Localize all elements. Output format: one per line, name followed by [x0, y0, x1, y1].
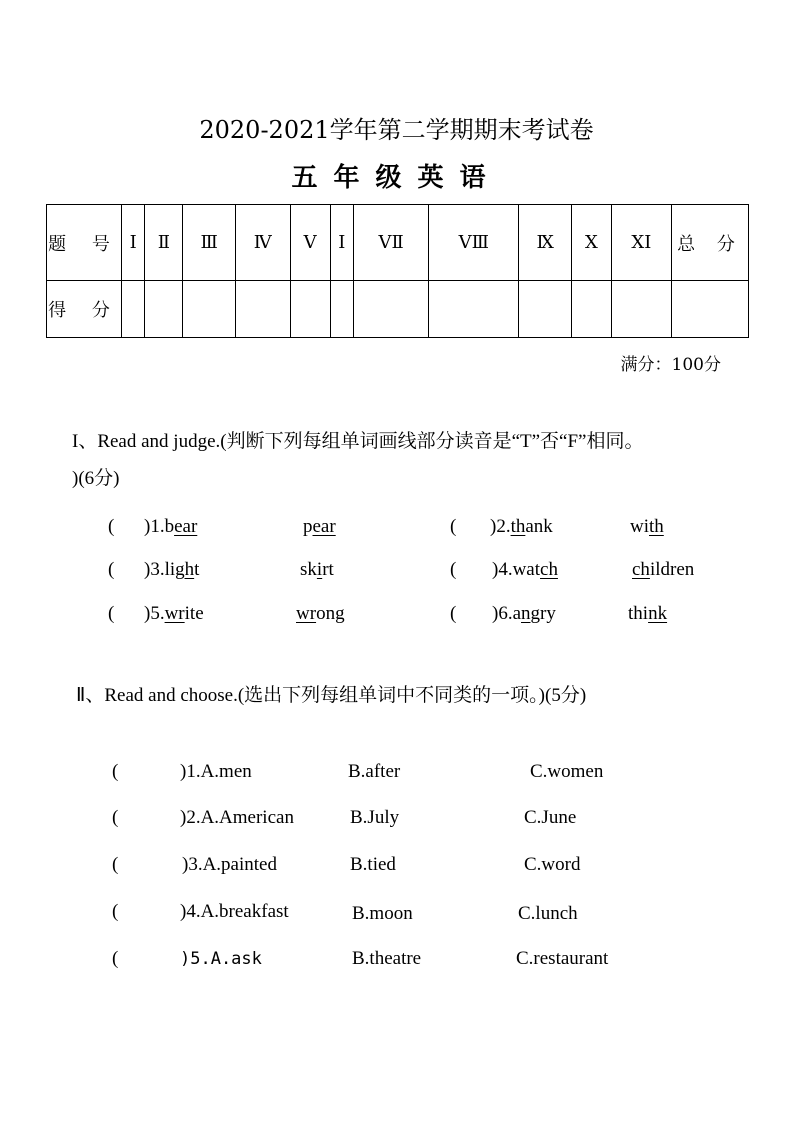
word-part: wat — [512, 559, 541, 580]
word-part: ite — [184, 603, 204, 624]
word-part: rt — [322, 559, 334, 580]
answer-paren: ( — [112, 901, 119, 922]
underlined-part: wr — [296, 603, 317, 624]
score-label: 得 分 — [47, 281, 122, 338]
judge-item-2 — [490, 516, 553, 538]
column-label: Ⅴ — [290, 205, 330, 281]
choice-a: )5.A.ask — [180, 949, 262, 969]
score-cell — [611, 281, 671, 338]
choice-b: B.moon — [352, 903, 413, 924]
underlined-part: ng — [521, 603, 541, 624]
score-table-header-row — [47, 205, 749, 281]
word-part: sk — [300, 559, 317, 580]
exam-subtitle: 五年级英语 — [291, 163, 502, 193]
word-part: thi — [628, 603, 649, 624]
choice-c: C.June — [524, 807, 577, 828]
score-cell — [122, 281, 145, 338]
choice-a: )4.A.breakfast — [180, 901, 289, 922]
score-cell — [290, 281, 330, 338]
answer-paren: ( — [450, 559, 457, 580]
answer-paren: ( — [450, 603, 457, 624]
question-number-label: 题 号 — [47, 205, 122, 281]
word-part: ry — [540, 603, 556, 624]
full-score: 满分：100分 — [620, 355, 721, 375]
score-cell — [519, 281, 572, 338]
underlined-part: i — [316, 559, 323, 580]
score-cell — [183, 281, 236, 338]
section1-heading: I、Read and judge.(判断下列每组单词画线部分读音是“T”否“F”相同。 — [72, 431, 644, 452]
score-cell — [145, 281, 183, 338]
score-table-score-row — [47, 281, 749, 338]
word-part: ank — [525, 516, 553, 537]
word-part: wi — [630, 516, 649, 537]
underlined-part: th — [510, 516, 526, 537]
answer-paren: ( — [108, 603, 115, 624]
compare-word — [632, 559, 694, 581]
score-cell — [572, 281, 612, 338]
underlined-part: ch — [540, 559, 558, 580]
column-label: Ⅲ — [183, 205, 236, 281]
score-cell — [330, 281, 353, 338]
score-cell — [354, 281, 429, 338]
exam-title: 2020-2021学年第二学期期末考试卷 — [199, 116, 594, 144]
column-label: XI — [611, 205, 671, 281]
word-part: p — [303, 516, 313, 537]
judge-item-5 — [144, 603, 204, 625]
compare-word — [296, 603, 345, 625]
score-cell — [672, 281, 749, 338]
column-label: ⅤⅢ — [429, 205, 519, 281]
answer-paren: ( — [112, 807, 119, 828]
answer-paren: ( — [108, 516, 115, 537]
score-cell — [429, 281, 519, 338]
item-number: )2. — [490, 516, 511, 537]
item-number: )4. — [492, 559, 513, 580]
compare-word — [630, 516, 664, 538]
column-label: Ⅱ — [145, 205, 183, 281]
choice-b: B.tied — [350, 854, 396, 875]
score-cell — [236, 281, 291, 338]
choice-b: B.theatre — [352, 948, 422, 969]
word-part: a — [512, 603, 522, 624]
word-part: ong — [316, 603, 345, 624]
underlined-part: th — [649, 516, 664, 537]
judge-item-3 — [144, 559, 199, 581]
choice-b: B.July — [350, 807, 400, 828]
total-label: 总 分 — [672, 205, 749, 281]
column-label: Ⅹ — [572, 205, 612, 281]
choice-c: C.restaurant — [516, 948, 609, 969]
choice-a: )1.A.men — [180, 761, 252, 782]
section1-heading-cont: )(6分) — [72, 468, 120, 489]
judge-item-4 — [492, 559, 558, 581]
answer-paren: ( — [450, 516, 457, 537]
judge-item-6 — [492, 603, 556, 625]
choice-c: C.women — [530, 761, 604, 782]
choice-a: )2.A.American — [180, 807, 294, 828]
word-part: li — [164, 559, 176, 580]
column-label: I — [122, 205, 145, 281]
underlined-part: ear — [312, 516, 336, 537]
compare-word — [300, 559, 334, 581]
choice-c: C.lunch — [518, 903, 578, 924]
compare-word — [628, 603, 667, 625]
section2-heading: Ⅱ、Read and choose.(选出下列每组单词中不同类的一项。)(5分) — [76, 685, 587, 706]
underlined-part: nk — [648, 603, 668, 624]
answer-paren: ( — [112, 761, 119, 782]
answer-paren: ( — [112, 854, 119, 875]
underlined-part: ear — [174, 516, 198, 537]
choice-c: C.word — [524, 854, 581, 875]
underlined-part: ch — [632, 559, 650, 580]
item-number: )6. — [492, 603, 513, 624]
word-part: t — [194, 559, 200, 580]
item-number: )5. — [144, 603, 165, 624]
column-label: I — [330, 205, 353, 281]
judge-item-1 — [144, 516, 197, 538]
underlined-part: wr — [164, 603, 185, 624]
underlined-part: gh — [175, 559, 195, 580]
compare-word — [303, 516, 336, 538]
column-label: ⅤⅡ — [354, 205, 429, 281]
column-label: Ⅸ — [519, 205, 572, 281]
answer-paren: ( — [112, 948, 119, 969]
choice-a: )3.A.painted — [182, 854, 277, 875]
score-table — [46, 204, 749, 338]
answer-paren: ( — [108, 559, 115, 580]
item-number: )1. — [144, 516, 165, 537]
column-label: Ⅳ — [236, 205, 291, 281]
word-part: b — [164, 516, 175, 537]
word-part: ildren — [649, 559, 695, 580]
item-number: )3. — [144, 559, 165, 580]
choice-b: B.after — [348, 761, 401, 782]
